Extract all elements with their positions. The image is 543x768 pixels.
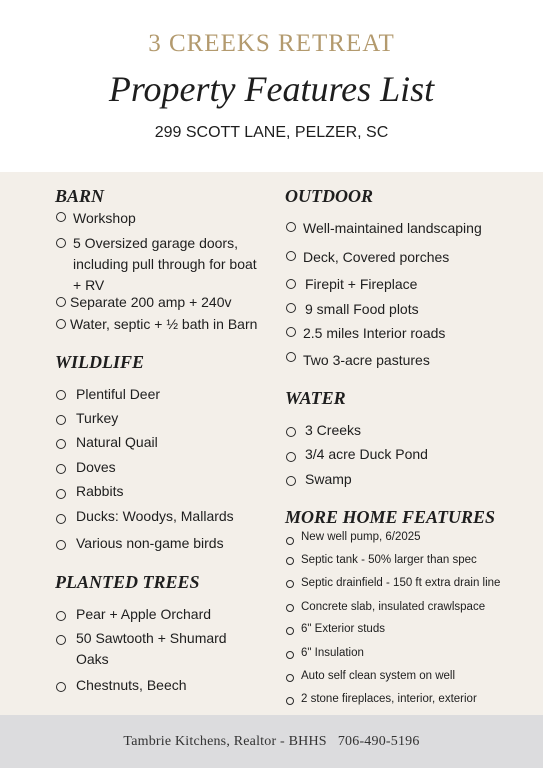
list-item: Septic drainfield - 150 ft extra drain line (301, 577, 501, 589)
bullet-icon (286, 674, 294, 682)
bullet-icon (286, 303, 296, 313)
bullet-icon (56, 514, 66, 524)
list-item: 3/4 acre Duck Pond (305, 446, 428, 462)
bullet-icon (56, 319, 66, 329)
bullet-icon (56, 238, 66, 248)
list-item: Deck, Covered porches (303, 249, 450, 265)
more-home-features-heading: MORE HOME FEATURES (285, 507, 496, 527)
outdoor-heading: OUTDOOR (285, 186, 373, 206)
planted-trees-heading: PLANTED TREES (55, 572, 200, 592)
bullet-icon (56, 611, 66, 621)
features-panel (0, 172, 543, 715)
list-item: Concrete slab, insulated crawlspace (301, 601, 486, 613)
bullet-icon (56, 297, 66, 307)
list-item: Plentiful Deer (76, 386, 161, 402)
bullet-icon (286, 476, 296, 486)
bullet-icon (286, 427, 296, 437)
bullet-icon (286, 279, 296, 289)
list-item: Chestnuts, Beech (76, 677, 187, 693)
bullet-icon (56, 489, 66, 499)
list-item: Separate 200 amp + 240v (70, 294, 232, 310)
property-address: 299 SCOTT LANE, PELZER, SC (154, 124, 389, 141)
list-item: New well pump, 6/2025 (301, 531, 421, 543)
list-item: Workshop (73, 210, 136, 226)
bullet-icon (56, 390, 66, 400)
list-item: 3 Creeks (305, 422, 362, 438)
list-item: Auto self clean system on well (301, 670, 456, 682)
realtor-contact: Tambrie Kitchens, Realtor - BHHS 706-490-5196 (123, 733, 420, 749)
list-item: Well-maintained landscaping (303, 220, 482, 236)
list-item: Swamp (305, 471, 352, 487)
list-item: Ducks: Woodys, Mallards (76, 508, 234, 524)
water-heading: WATER (285, 388, 346, 408)
bullet-icon (286, 697, 294, 705)
list-item: Water, septic + ½ bath in Barn (70, 316, 258, 332)
footer (0, 715, 543, 768)
list-item: 50 Sawtooth + Shumard Oaks (76, 630, 227, 667)
bullet-icon (56, 212, 66, 222)
list-item: Various non-game birds (76, 535, 224, 551)
list-item: Septic tank - 50% larger than spec (301, 554, 477, 566)
header (0, 0, 543, 172)
page-title: Property Features List (108, 69, 435, 109)
bullet-icon (286, 352, 296, 362)
list-item: 5 Oversized garage doors, including pull through for boat + RV (73, 235, 257, 293)
bullet-icon (286, 251, 296, 261)
bullet-icon (286, 327, 296, 337)
bullet-icon (56, 682, 66, 692)
bullet-icon (56, 540, 66, 550)
bullet-icon (286, 627, 294, 635)
brand-name: 3 CREEKS RETREAT (148, 30, 395, 57)
list-item: 6" Insulation (301, 647, 364, 659)
bullet-icon (56, 635, 66, 645)
bullet-icon (286, 557, 294, 565)
list-item: 2.5 miles Interior roads (303, 325, 446, 341)
bullet-icon (286, 537, 294, 545)
bullet-icon (56, 464, 66, 474)
list-item: Rabbits (76, 483, 124, 499)
wildlife-heading: WILDLIFE (55, 352, 145, 372)
list-item: Natural Quail (76, 434, 158, 450)
list-item: 9 small Food plots (305, 301, 419, 317)
bullet-icon (56, 415, 66, 425)
bullet-icon (286, 222, 296, 232)
bullet-icon (286, 651, 294, 659)
list-item: Firepit + Fireplace (305, 276, 418, 292)
list-item: Doves (76, 459, 116, 475)
list-item: Pear + Apple Orchard (76, 606, 212, 622)
barn-heading: BARN (55, 186, 105, 206)
bullet-icon (286, 604, 294, 612)
bullet-icon (286, 580, 294, 588)
bullet-icon (286, 452, 296, 462)
list-item: 6" Exterior studs (301, 623, 385, 635)
list-item: Two 3-acre pastures (303, 352, 430, 368)
list-item: Turkey (76, 410, 119, 426)
list-item: 2 stone fireplaces, interior, exterior (301, 693, 477, 705)
bullet-icon (56, 439, 66, 449)
